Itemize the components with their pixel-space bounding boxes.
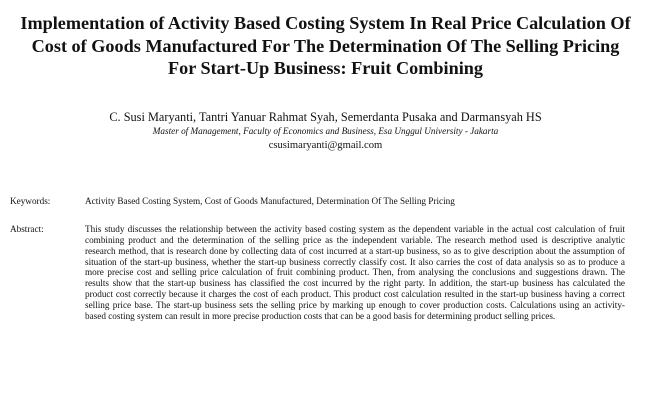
paper-title: Implementation of Activity Based Costing System In Real Price Calculation Of Cost of Goods Manufactured For The Determination Of The Selling Pricing For Start-Up Business: Fruit Combining (20, 13, 631, 78)
keywords-label: Keywords: (10, 196, 51, 206)
author-list: C. Susi Maryanti, Tantri Yanuar Rahmat Syah, Semerdanta Pusaka and Darmansyah HS (109, 110, 542, 124)
author-email: csusimaryanti@gmail.com (268, 140, 383, 151)
abstract-label: Abstract: (10, 224, 44, 234)
abstract-text: This study discusses the relationship between the activity based costing system as the dependent variable in the actual cost calculation of fruit combining product and the determination of the selling price as the independent variable. The research method used is descriptive analytic research method, that is research done by collecting data of cost incurred at a start-up business, so as to give description about the assumption of situation of the start-up business, whether the start-up business correctly classify cost. It also carries the cost of data analysis so as to produce a more precise cost and selling price calculation of fruit combining product. Then, from analysing the conclusions and suggestions drawn. The results show that the start-up business has classified the cost incurred by the right party. In addition, the start-up business has calculated the product cost correctly because it charges the cost of each product. This product cost calculation resulted in the start-up business having a correct selling price base. The start-up business sets the selling price by marking up enough to cover production costs. Calculations using an activity-based costing system can result in more precise production costs that can be a good basis for determining product selling prices. (85, 224, 625, 321)
author-affiliation: Master of Management, Faculty of Economics and Business, Esa Unggul University - Jakarta (152, 126, 499, 136)
keywords-text: Activity Based Costing System, Cost of Goods Manufactured, Determination Of The Selling Pricing (85, 196, 455, 206)
